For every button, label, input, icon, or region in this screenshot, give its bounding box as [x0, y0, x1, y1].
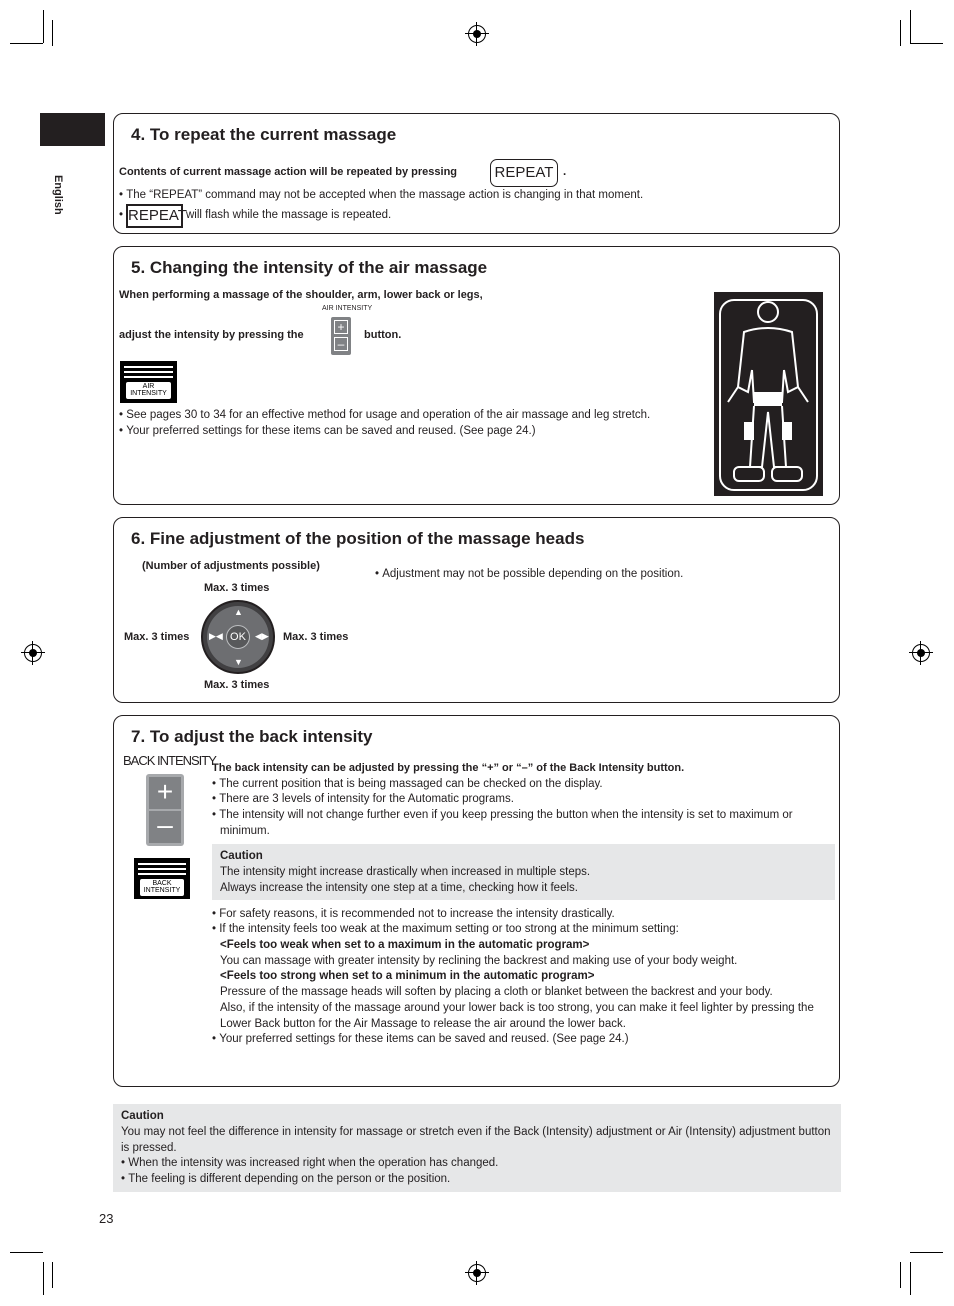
section-repeat	[113, 113, 840, 234]
section-title: 6. Fine adjustment of the position of the massage heads	[131, 529, 585, 548]
crop-mark	[900, 20, 901, 46]
sub-heading: <Feels too strong when set to a minimum in the automatic program>	[220, 970, 595, 982]
crop-mark	[910, 43, 943, 44]
lead-text: Contents of current massage action will be repeated by pressing	[119, 166, 458, 178]
bullet-text: • See pages 30 to 34 for an effective method for usage and operation of the air massage and leg stretch.	[119, 408, 650, 424]
bullet-text: • Adjustment may not be possible depending on the position.	[375, 567, 683, 583]
max-left-label: Max. 3 times	[124, 631, 190, 643]
registration-mark	[24, 644, 42, 662]
section-title: 7. To adjust the back intensity	[131, 727, 373, 746]
air-intensity-caption: AIR INTENSITY	[322, 305, 373, 312]
max-top-label: Max. 3 times	[204, 582, 270, 594]
massage-chair-figure	[714, 292, 823, 496]
bullet-text: • The intensity will not change further even if you keep pressing the button when the intensity is set to maximum or minimum.	[212, 808, 840, 839]
lead-text: button.	[364, 329, 402, 341]
repeat-display-label: REPEAT	[128, 207, 187, 224]
bullet-text: • There are 3 levels of intensity for the Automatic programs.	[212, 792, 514, 808]
back-intensity-display-icon	[134, 858, 190, 899]
right-arrow-icon[interactable]: ◀▶	[255, 631, 269, 641]
section-back-intensity	[113, 715, 840, 1087]
crop-mark	[52, 1262, 53, 1288]
language-tab	[40, 113, 105, 146]
registration-mark	[468, 25, 486, 43]
air-intensity-button[interactable]	[331, 317, 351, 355]
repeat-button-label: REPEAT	[494, 164, 554, 181]
registration-mark	[912, 644, 930, 662]
bottom-caution-box	[113, 1104, 841, 1192]
repeat-button[interactable]	[490, 159, 558, 187]
air-intensity-display-icon	[120, 361, 177, 403]
plus-icon[interactable]: +	[334, 320, 348, 334]
massage-chair-illustration	[714, 292, 823, 496]
bullet-marker: •	[119, 209, 124, 221]
crop-mark	[900, 1262, 901, 1288]
crop-mark	[10, 43, 43, 44]
page-number: 23	[99, 1211, 114, 1226]
body-text: You can massage with greater intensity by reclining the backrest and making use of your body weight.	[220, 955, 738, 967]
repeat-display-icon	[126, 204, 187, 228]
caution-bullet: • When the intensity was increased right when the operation has changed.	[121, 1156, 498, 1172]
body-text: Also, if the intensity of the massage around your lower back is too strong, you can make it feel lighter by pressing the Lower Back button for the Air Massage to release the air around the lower back.	[220, 1002, 814, 1030]
language-label: English	[52, 175, 64, 215]
section-title: 4. To repeat the current massage	[131, 125, 397, 144]
bullet-text: • The current position that is being massaged can be checked on the display.	[212, 777, 603, 793]
crop-mark	[10, 1252, 43, 1253]
body-text: Pressure of the massage heads will soften by placing a cloth or blanket between the backrest and your body.	[220, 986, 773, 998]
caution-line: Always increase the intensity one step at a time, checking how it feels.	[220, 882, 578, 894]
lead-text: When performing a massage of the shoulder, arm, lower back or legs,	[119, 289, 483, 301]
section-position-adjust	[113, 517, 840, 703]
bullet-text: • Your preferred settings for these items can be saved and reused. (See page 24.)	[212, 1032, 629, 1048]
crop-mark	[910, 1252, 943, 1253]
max-right-label: Max. 3 times	[283, 631, 349, 643]
bullet-text: • If the intensity feels too weak at the maximum setting or too strong at the minimum setting:	[212, 922, 679, 938]
caution-title: Caution	[220, 850, 263, 862]
caution-title: Caution	[121, 1110, 164, 1122]
caution-text: You may not feel the difference in intensity for massage or stretch even if the Back (Intensity) adjustment or Air (Intensity) adjustment button is pressed.	[121, 1126, 831, 1154]
section-title: 5. Changing the intensity of the air massage	[131, 258, 488, 277]
back-intensity-caption: BACK INTENSITY	[123, 753, 216, 768]
registration-mark	[468, 1264, 486, 1282]
section-air-intensity	[113, 246, 840, 505]
minus-icon[interactable]: –	[149, 811, 181, 843]
adjustments-note: (Number of adjustments possible)	[142, 560, 320, 572]
minus-icon[interactable]: –	[334, 337, 348, 351]
bullet-text: • Your preferred settings for these items can be saved and reused. (See page 24.)	[119, 424, 536, 440]
plus-icon[interactable]: +	[149, 777, 181, 809]
crop-mark	[43, 10, 44, 43]
down-arrow-icon[interactable]: ▼	[234, 657, 243, 667]
sub-heading: <Feels too weak when set to a maximum in the automatic program>	[220, 939, 590, 951]
max-bottom-label: Max. 3 times	[204, 679, 270, 691]
bullet-text: • For safety reasons, it is recommended not to increase the intensity drastically.	[212, 907, 615, 923]
left-arrow-icon[interactable]: ▶◀	[209, 631, 223, 641]
crop-mark	[910, 1262, 911, 1295]
caution-line: The intensity might increase drastically when increased in multiple steps.	[220, 866, 591, 878]
caution-box	[212, 844, 835, 900]
lead-text: The back intensity can be adjusted by pressing the “+” or “–” of the Back Intensity button.	[212, 762, 685, 774]
lead-period: .	[563, 166, 567, 178]
direction-pad[interactable]	[201, 600, 275, 674]
caution-bullet: • The feeling is different depending on the person or the position.	[121, 1172, 450, 1188]
bullet-text: will flash while the massage is repeated.	[186, 209, 392, 221]
crop-mark	[52, 20, 53, 46]
bullet-text: • The “REPEAT” command may not be accepted when the massage action is changing in that moment.	[119, 188, 643, 204]
ok-button[interactable]: OK	[226, 625, 250, 649]
lead-text: adjust the intensity by pressing the	[119, 329, 304, 341]
crop-mark	[43, 1262, 44, 1295]
air-intensity-display-label: AIR INTENSITY	[126, 382, 171, 399]
back-intensity-display-label: BACK INTENSITY	[140, 879, 184, 896]
crop-mark	[910, 10, 911, 43]
back-intensity-button[interactable]	[146, 774, 184, 846]
up-arrow-icon[interactable]: ▲	[234, 607, 243, 617]
